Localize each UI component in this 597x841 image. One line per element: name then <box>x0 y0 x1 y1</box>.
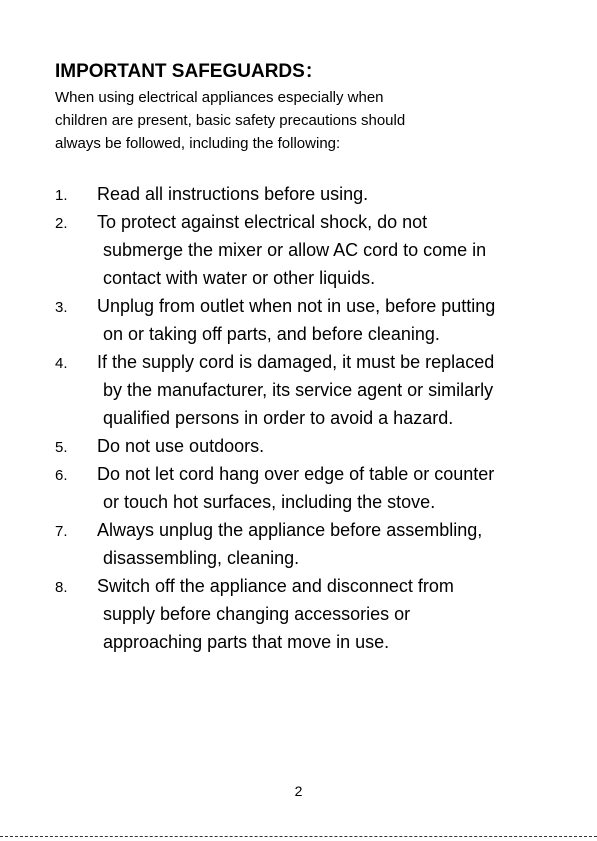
item-text-line: Read all instructions before using. <box>97 184 369 204</box>
item-text-line: Switch off the appliance and disconnect from <box>97 576 454 596</box>
item-text-line: supply before changing accessories or <box>103 604 411 624</box>
item-text-line: or touch hot surfaces, including the stove. <box>103 492 436 512</box>
page-title: IMPORTANT SAFEGUARDS： <box>55 61 324 82</box>
item-text-line: approaching parts that move in use. <box>103 632 390 652</box>
list-item <box>0 208 597 292</box>
item-number: 5. <box>55 439 68 456</box>
item-text-line: on or taking off parts, and before cleaning. <box>103 324 440 344</box>
list-item <box>0 292 597 348</box>
intro-paragraph <box>55 86 575 155</box>
item-number: 8. <box>55 579 68 596</box>
list-item <box>0 572 597 656</box>
item-number: 1. <box>55 187 68 204</box>
item-text-line: disassembling, cleaning. <box>103 548 300 568</box>
list-item <box>0 432 597 460</box>
page-bottom-divider <box>0 836 597 837</box>
list-item <box>0 460 597 516</box>
safeguard-list <box>0 180 597 656</box>
intro-line: children are present, basic safety precautions should <box>55 112 406 129</box>
item-text-line: by the manufacturer, its service agent or similarly <box>103 380 494 400</box>
item-text-line: Unplug from outlet when not in use, before putting <box>97 296 496 316</box>
page-number: 2 <box>294 783 303 799</box>
item-number: 6. <box>55 467 68 484</box>
item-text-line: If the supply cord is damaged, it must be replaced <box>97 352 495 372</box>
item-number: 3. <box>55 299 68 316</box>
item-text-line: contact with water or other liquids. <box>103 268 376 288</box>
item-text-line: Always unplug the appliance before assembling, <box>97 520 483 540</box>
list-item <box>0 516 597 572</box>
intro-line: always be followed, including the following: <box>55 135 341 152</box>
item-number: 7. <box>55 523 68 540</box>
intro-line: When using electrical appliances especially when <box>55 89 384 106</box>
item-text-line: To protect against electrical shock, do not <box>97 212 428 232</box>
list-item <box>0 180 597 208</box>
item-text-line: submerge the mixer or allow AC cord to come in <box>103 240 487 260</box>
item-text-line: qualified persons in order to avoid a hazard. <box>103 408 454 428</box>
item-text-line: Do not use outdoors. <box>97 436 265 456</box>
item-number: 2. <box>55 215 68 232</box>
item-text-line: Do not let cord hang over edge of table or counter <box>97 464 495 484</box>
item-number: 4. <box>55 355 68 372</box>
list-item <box>0 348 597 432</box>
